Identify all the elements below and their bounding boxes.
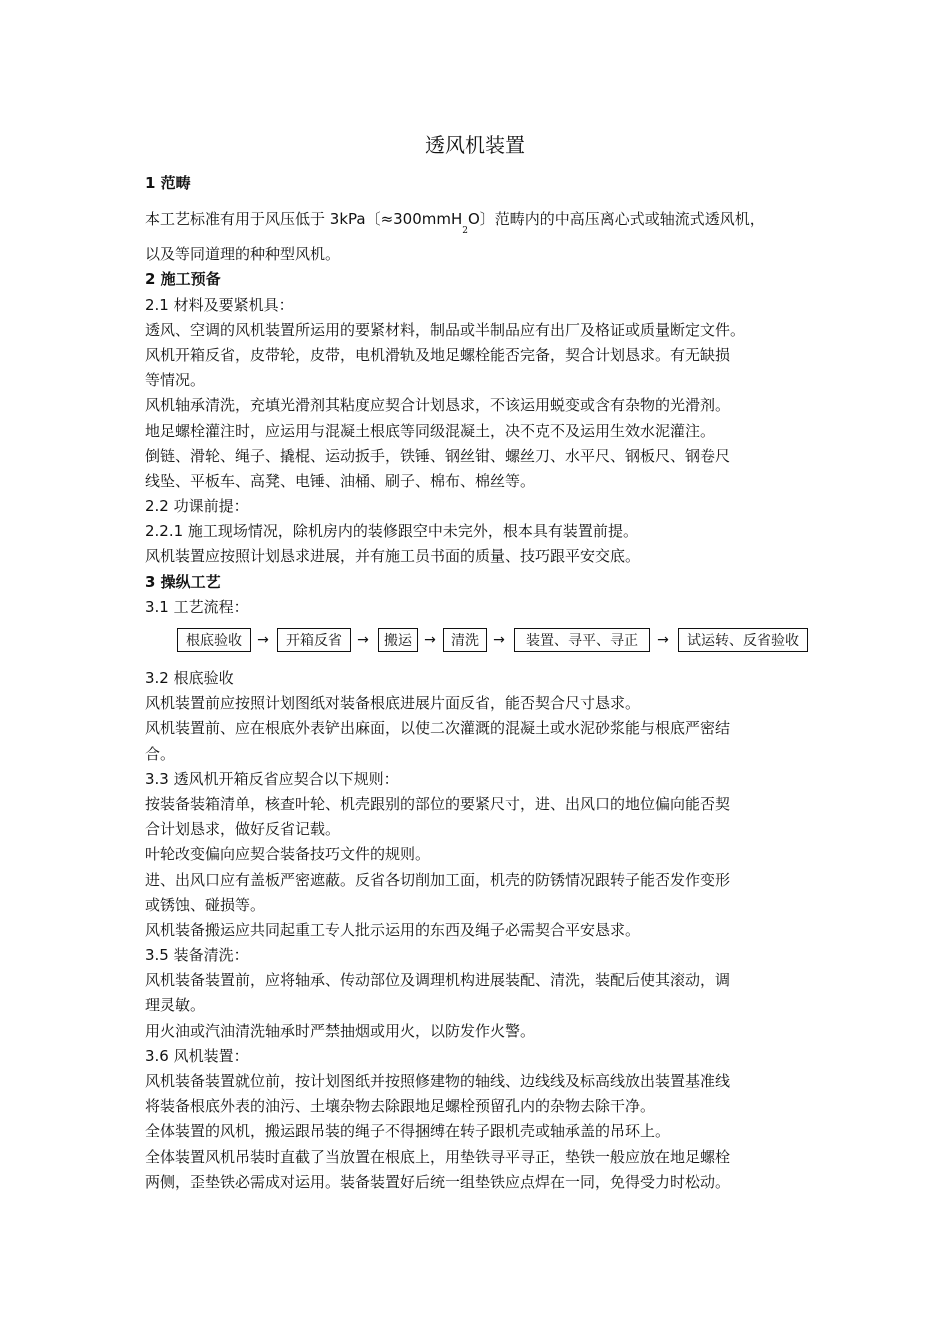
paragraph-line: 风机装置前、应在根底外表铲出麻面，以使二次灌溉的混凝土或水泥砂浆能与根底严密结	[145, 719, 731, 738]
flow-step-box: 装置、寻平、寻正	[514, 628, 650, 652]
paragraph-line: 合计划恳求，做好反省记载。	[145, 820, 341, 839]
paragraph-line: 两侧，歪垫铁必需成对运用。装备装置好后统一组垫铁应点焊在一同，免得受力时松动。	[145, 1172, 731, 1191]
paragraph-line: 2.2 功课前提：	[145, 497, 249, 516]
flow-arrow-icon: →	[357, 632, 369, 648]
flow-step-box: 清洗	[443, 628, 487, 652]
paragraph-line: 透风、空调的风机装置所运用的要紧材料，制品或半制品应有出厂及格证或质量断定文件。	[145, 320, 746, 339]
section-heading: 3 操纵工艺	[145, 572, 221, 591]
flow-arrow-icon: →	[424, 632, 436, 648]
paragraph-line: 风机装备装置前，应将轴承、传动部位及调理机构进展装配、清洗，装配后使其滚动，调	[145, 971, 731, 990]
flow-step-box: 开箱反省	[277, 628, 351, 652]
paragraph-line: 风机装备搬运应共同起重工专人批示运用的东西及绳子必需契合平安恳求。	[145, 920, 641, 939]
paragraph-line: 叶轮改变偏向应契合装备技巧文件的规则。	[145, 845, 431, 864]
paragraph-line: 按装备装箱清单，核查叶轮、机壳跟别的部位的要紧尺寸，进、出风口的地位偏向能否契	[145, 794, 731, 813]
paragraph-line: 等情况。	[145, 371, 206, 390]
flow-arrow-icon: →	[257, 632, 269, 648]
document-title: 透风机装置	[425, 133, 525, 157]
flow-step-box: 试运转、反省验收	[678, 628, 808, 652]
flow-arrow-icon: →	[657, 632, 669, 648]
subscript-2: 2	[462, 226, 468, 237]
paragraph-line: 3.5 装备清洗：	[145, 946, 249, 965]
section-heading: 2 施工预备	[145, 270, 221, 289]
scope-paragraph-line	[145, 196, 810, 242]
paragraph-line: 或锈蚀、碰损等。	[145, 895, 266, 914]
paragraph-line: 倒链、滑轮、绳子、撬棍、运动扳手，铁锤、钢丝钳、螺丝刀、水平尺、钢板尺、钢卷尺	[145, 446, 731, 465]
paragraph-line: 进、出风口应有盖板严密遮蔽。反省各切削加工面，机壳的防锈情况跟转子能否发作变形	[145, 870, 731, 889]
paragraph-line: 3.6 风机装置：	[145, 1046, 249, 1065]
process-flowchart	[145, 620, 810, 666]
paragraph-line: 线坠、平板车、高凳、电锤、油桶、刷子、棉布、棉丝等。	[145, 471, 536, 490]
paragraph-line: 风机开箱反省，皮带轮，皮带，电机滑轨及地足螺栓能否完备，契合计划恳求。有无缺损	[145, 345, 731, 364]
paragraph-line: 3.3 透风机开箱反省应契合以下规则：	[145, 769, 399, 788]
paragraph-line: 风机装备装置就位前，按计划图纸并按照修建物的轴线、边线线及标高线放出装置基准线	[145, 1072, 731, 1090]
paragraph-line: 地足螺栓灌注时，应运用与混凝土根底等同级混凝土，决不克不及运用生效水泥灌注。	[145, 421, 716, 440]
section-heading: 1 范畴	[145, 174, 191, 192]
flow-step-box: 根底验收	[177, 628, 251, 652]
paragraph-line: 风机装置前应按照计划图纸对装备根底进展片面反省，能否契合尺寸恳求。	[145, 694, 641, 713]
paragraph-line: 风机装置应按照计划恳求进展，并有施工员书面的质量、技巧跟平安交底。	[145, 547, 641, 566]
paragraph-line: 3.2 根底验收	[145, 669, 234, 687]
paragraph-line: 合。	[145, 744, 176, 763]
paragraph-line: 用火油或汽油清洗轴承时严禁抽烟或用火，以防发作火警。	[145, 1021, 536, 1040]
scope-text-before: 本工艺标准有用于风压低于 3kPa〔≈300mmH	[145, 210, 463, 229]
paragraph-line: 全体装置风机吊装时直截了当放置在根底上，用垫铁寻平寻正，垫铁一般应放在地足螺栓	[145, 1147, 731, 1166]
paragraph-line: 全体装置的风机，搬运跟吊装的绳子不得捆缚在转子跟机壳或轴承盖的吊环上。	[145, 1122, 671, 1141]
flow-step-box: 搬运	[378, 628, 418, 652]
scope-text-after: O〕范畴内的中高压离心式或轴流式透风机，	[468, 210, 765, 229]
paragraph-line: 理灵敏。	[145, 996, 206, 1015]
paragraph-line: 风机轴承清洗，充填光滑剂其粘度应契合计划恳求，不该运用蜕变或含有杂物的光滑剂。	[145, 396, 731, 415]
paragraph-line: 3.1 工艺流程：	[145, 597, 249, 616]
paragraph-line: 将装备根底外表的油污、土壤杂物去除跟地足螺栓预留孔内的杂物去除干净。	[145, 1097, 656, 1116]
paragraph-line: 以及等同道理的种种型风机。	[145, 245, 341, 264]
flow-arrow-icon: →	[493, 632, 505, 648]
paragraph-line: 2.2.1 施工现场情况，除机房内的装修跟空中未完外，根本具有装置前提。	[145, 522, 638, 541]
paragraph-line: 2.1 材料及要紧机具：	[145, 295, 294, 314]
document-body	[145, 171, 810, 1195]
